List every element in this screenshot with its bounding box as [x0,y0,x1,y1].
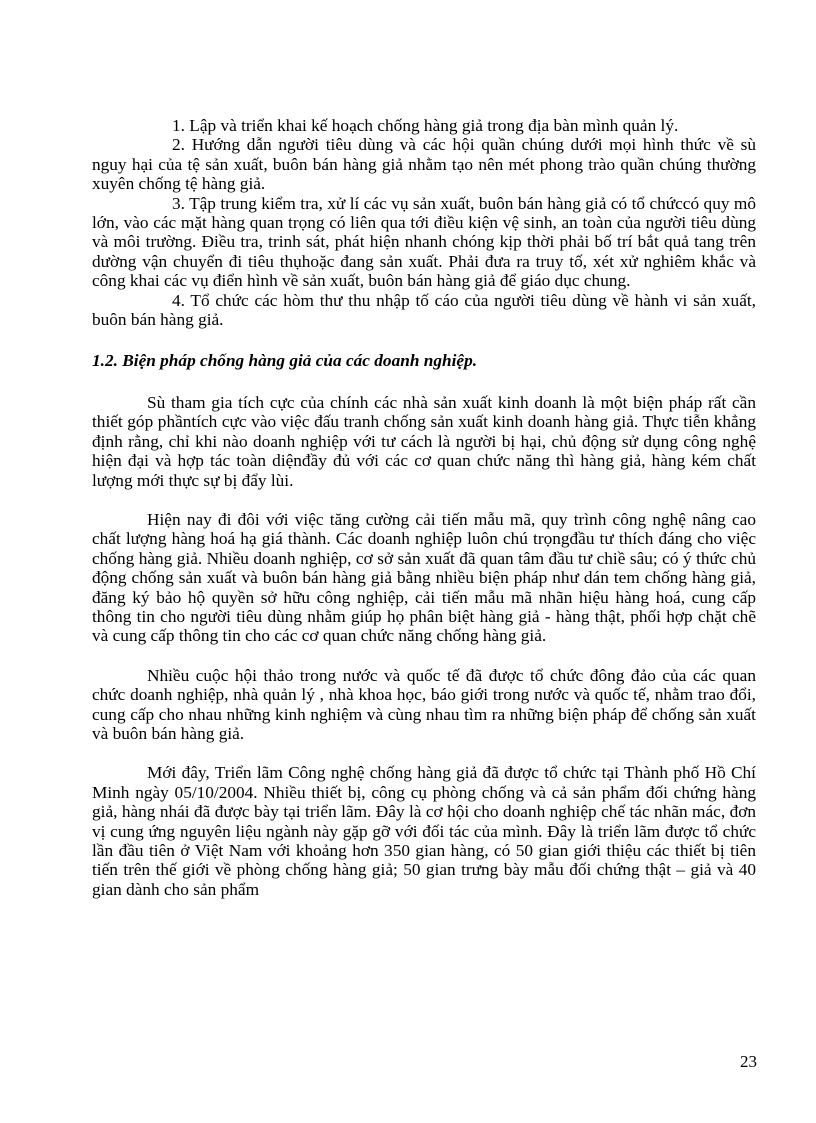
section-heading: 1.2. Biện pháp chống hàng giả của các doanh nghiệp. [92,351,478,371]
page-number: 23 [740,1052,757,1071]
paragraph: Nhiều cuộc hội thảo trong nước và quốc tế đã được tổ chức đông đảo của các quan chức doanh nghiệp, nhà quản lý , nhà khoa học, báo giới trong nước và quốc tế, nhằm trao đổi, cung cấp cho nhau những kinh nghiệm và cùng nhau tìm ra những biện pháp để chống sản xuất và buôn bán hàng giả. [92,665,756,743]
list-item: 4. Tổ chức các hòm thư thu nhập tố cáo của người tiêu dùng về hành vi sản xuất, buôn bán hàng giả. [92,290,756,330]
paragraph: Mới đây, Triển lãm Công nghệ chống hàng giả đã được tổ chức tại Thành phố Hồ Chí Minh ngày 05/10/2004. Nhiều thiết bị, công cụ phòng chống và cả sản phẩm đối chứng hàng giả, hàng nhái đã được bày tại triển lãm. Đây là cơ hội cho doanh nghiệp chế tác nhãn mác, đơn vị cung ứng nguyên liệu ngành này gặp gỡ với đối tác của mình. Đây là triển lãm được tổ chức lần đầu tiên ở Việt Nam với khoảng hơn 350 gian hàng, có 50 gian giới thiệu các thiết bị tiên tiến trên thế giới về phòng chống hàng giả; 50 gian trưng bày mẫu đối chứng thật – giả và 40 gian dành cho sản phẩm [92,763,756,899]
list-item: 1. Lập và triển khai kế hoạch chống hàng giả trong địa bàn mình quản lý. [172,116,679,135]
measures-list [92,116,756,329]
paragraph: Hiện nay đi đôi với việc tăng cường cải tiến mẫu mã, quy trình công nghệ nâng cao chất lượng hàng hoá hạ giá thành. Các doanh nghiệp luôn chú trọngđầu tư thích đáng cho việc chống hàng giả. Nhiều doanh nghiệp, cơ sở sản xuất đã quan tâm đầu tư chiề sâu; có ý thức chủ động chống sản xuất và buôn bán hàng giả bằng nhiều biện pháp như dán tem chống hàng giả, đăng ký bảo hộ quyền sở hữu công nghiệp, cải tiến mẫu mã nhãn hiệu hàng hoá, cung cấp thông tin cho người tiêu dùng nhằm giúp họ phân biệt hàng giả - hàng thật, phối hợp chặt chẽ và cung cấp thông tin cho các cơ quan chức năng chống hàng giả. [92,509,756,646]
list-item: 2. Hướng dẫn người tiêu dùng và các hội quần chúng dưới mọi hình thức về sù nguy hại của tệ sản xuất, buôn bán hàng giả nhằm tạo nên mét phong trào quần chúng thường xuyên chống tệ hàng giả. [92,135,756,194]
document-body [92,116,756,899]
paragraph: Sù tham gia tích cực của chính các nhà sản xuất kinh doanh là một biện pháp rất cần thiết góp phầntích cực vào việc đấu tranh chống sản xuất kinh doanh hàng giả. Thực tiễn khẳng định rằng, chỉ khi nào doanh nghiệp với tư cách là người bị hại, chủ động sử dụng công nghệ hiện đại và hợp tác toàn diệnđầy đủ với các cơ quan chức năng thì hàng giả, hàng kém chất lượng mới thực sự bị đẩy lùi. [92,392,756,490]
list-item: 3. Tập trung kiểm tra, xử lí các vụ sản xuất, buôn bán hàng giả có tổ chứccó quy mô lớn, vào các mặt hàng quan trọng có liên qua tới điều kiện vệ sinh, an toàn của người tiêu dùng và môi trường. Điều tra, trinh sát, phát hiện nhanh chóng kịp thời phải bố trí bắt quả tang trên dường vận chuyển đi tiêu thụhoặc đang sản xuất. Phải đưa ra truy tố, xét xử nghiêm khắc và công khai các vụ điển hình về sản xuất, buôn bán hàng giả để giáo dục chung. [92,193,756,291]
